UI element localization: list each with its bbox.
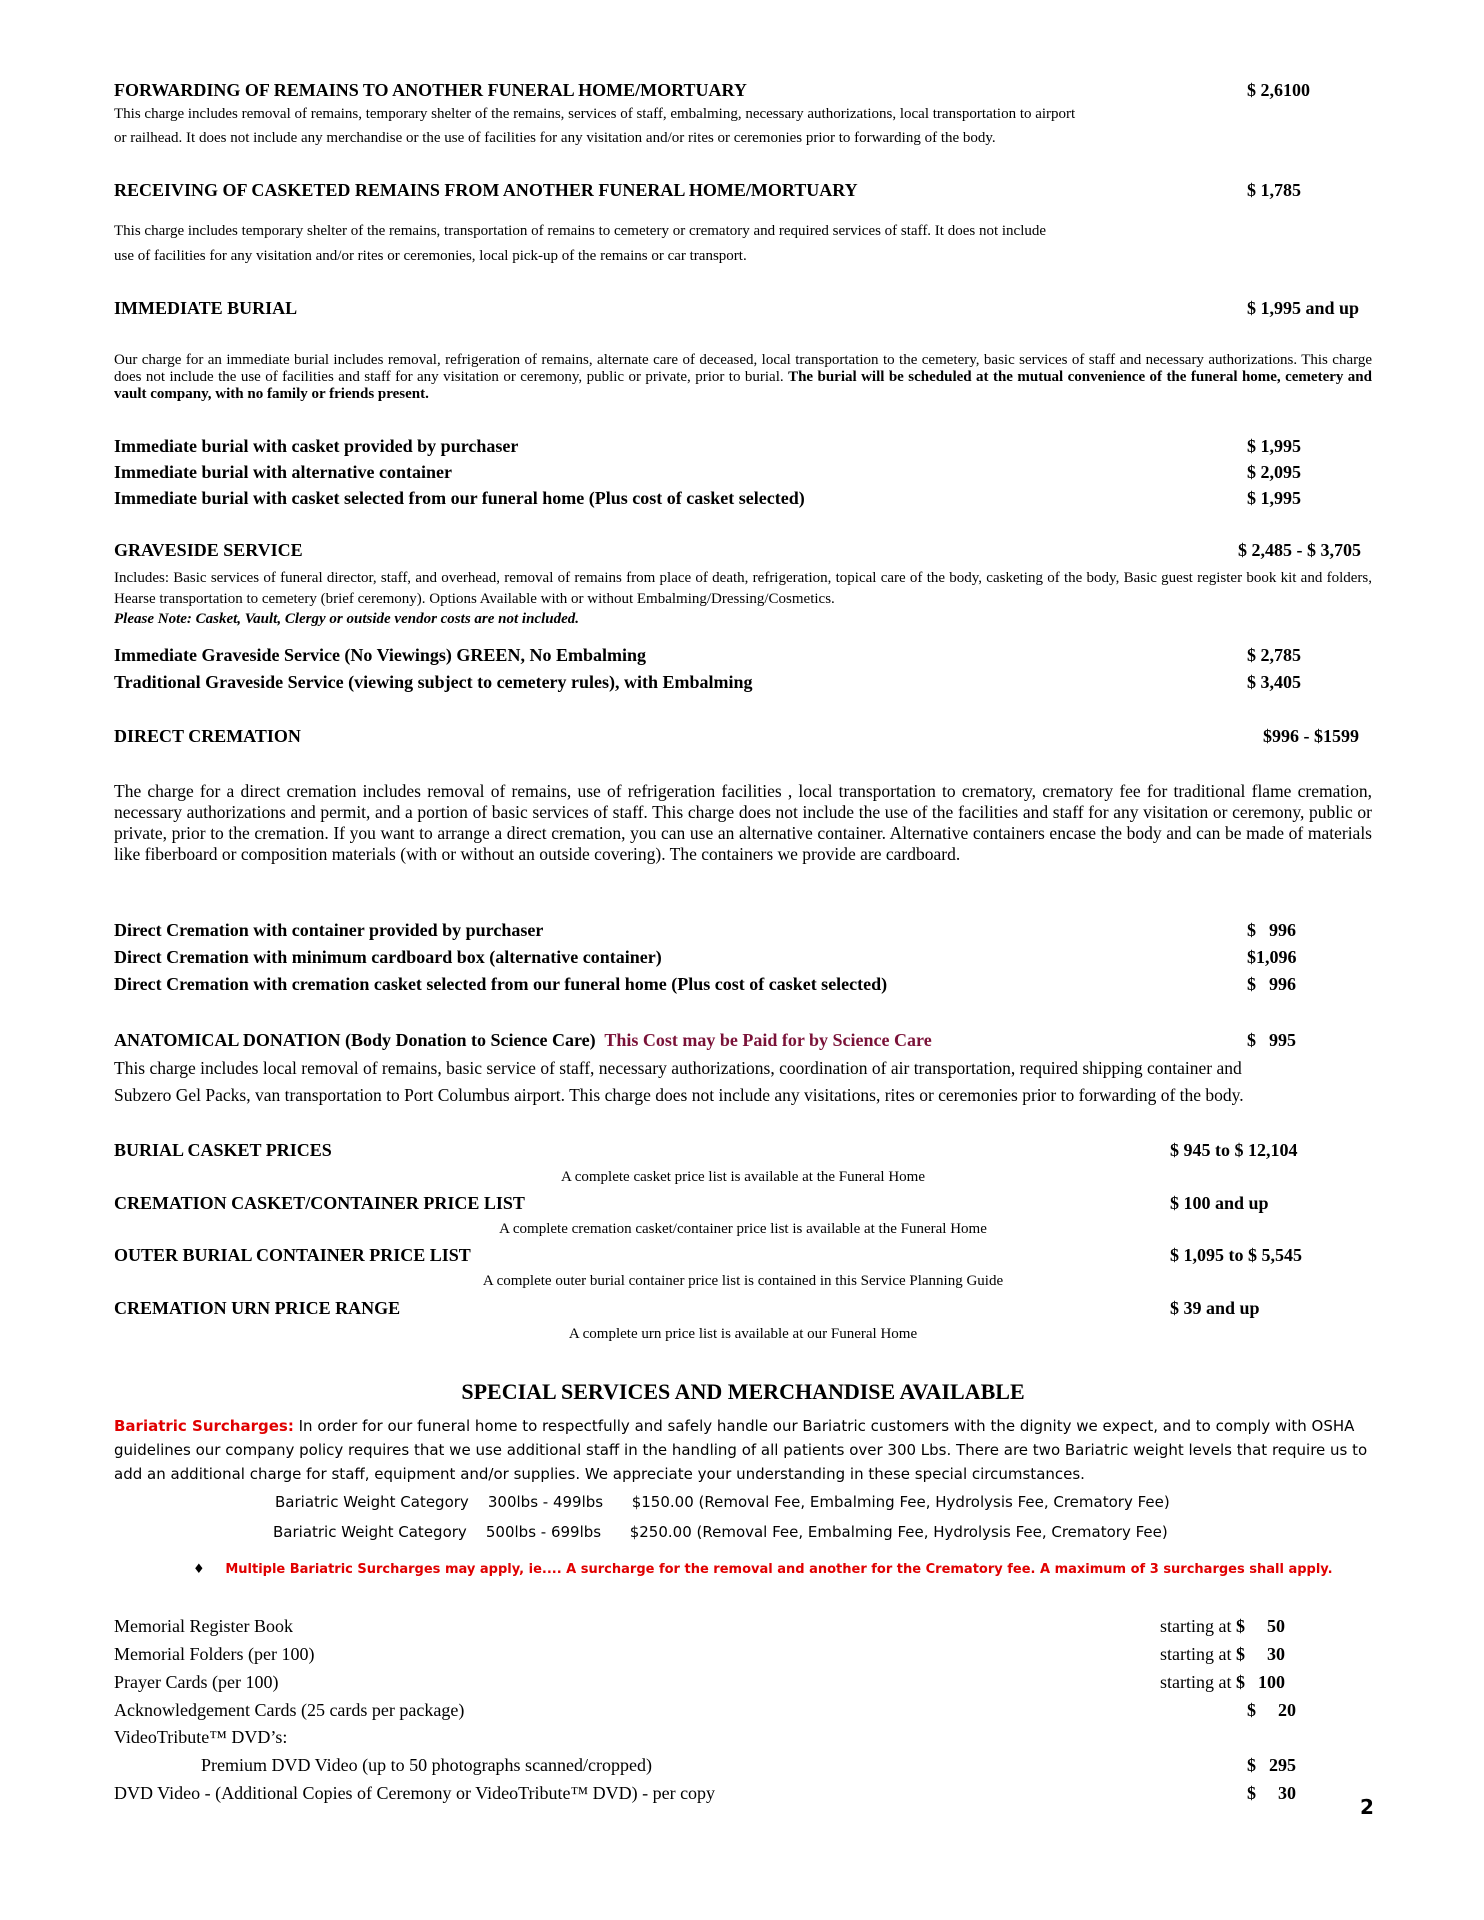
amount: 1,096 (1256, 947, 1297, 967)
merch-price (1160, 1644, 1285, 1665)
amount: 995 (1269, 1030, 1296, 1050)
anatomical-title (114, 1030, 932, 1051)
category-range: 300lbs - 499lbs (487, 1493, 604, 1511)
currency: $ (1247, 947, 1256, 967)
immediate-desc-text: Our charge for an immediate burial includes removal, refrigeration of remains, alternate care of deceased, local transportation to the cemetery, basic services of staff and necessary authorizations. This charge does not include the use of facilities and staff for any visitation or ceremony, public or private, prior to burial. (114, 352, 1372, 385)
amount: 996 (1269, 920, 1296, 940)
currency: $ (1247, 1030, 1256, 1050)
merch-price (1247, 1700, 1296, 1721)
price-prefix: starting at (1160, 1616, 1232, 1636)
anatomical-desc: This charge includes local removal of remains, basic service of staff, necessary authorizations, coordination of air transportation, required shipping container and (114, 1058, 1242, 1078)
bariatric-category (273, 1523, 1168, 1541)
bariatric-category (275, 1493, 1170, 1511)
immediate-item-label: Immediate burial with alternative container (114, 462, 452, 482)
merch-price (1160, 1616, 1285, 1637)
price-list-note: A complete outer burial container price list is contained in this Service Planning Guide (482, 1273, 1004, 1289)
merch-price (1247, 1783, 1296, 1804)
bariatric-text: In order for our funeral home to respectfully and safely handle our Bariatric customers with the dignity we expect, and to comply with OSHA guidelines our company policy requires that we use additional staff in the handling of all patients over 300 Lbs. There are two Bariatric weight levels that require us to add an additional charge for staff, equipment and/or supplies. We appreciate your understanding in these special circumstances. (114, 1417, 1368, 1483)
price-list-title: CREMATION CASKET/CONTAINER PRICE LIST (114, 1193, 525, 1213)
cremation-desc: The charge for a direct cremation includes removal of remains, use of refrigeration facilities , local transportation to crematory, crematory fee for traditional flame cremation, necessary authorizations and permit, and a portion of basic services of staff. This charge does not include the use of the facilities and staff for any visitation or ceremony, public or private, prior to the cremation. If you want to arrange a direct cremation, you can use an alternative container. Alternative containers encase the body and can be made of materials like fiberboard or composition materials (with or without an outside covering). The containers we provide are cardboard. (114, 781, 1372, 864)
currency: $ (1235, 1644, 1245, 1664)
special-title: SPECIAL SERVICES AND MERCHANDISE AVAILABLE (461, 1379, 1025, 1404)
immediate-title: IMMEDIATE BURIAL (114, 298, 298, 318)
currency: $ (1235, 1672, 1245, 1692)
currency: $ (1247, 920, 1256, 940)
forwarding-desc: or railhead. It does not include any merchandise or the use of facilities for any visitation and/or rites or ceremonies prior to forwarding of the body. (114, 130, 996, 146)
cremation-item-price (1247, 974, 1296, 995)
merch-label: Premium DVD Video (up to 50 photographs scanned/cropped) (201, 1755, 653, 1775)
graveside-item-price: $ 3,405 (1247, 672, 1301, 692)
currency: $ (1247, 1783, 1256, 1803)
immediate-item-label: Immediate burial with casket provided by purchaser (114, 436, 519, 456)
price-list-price: $ 1,095 to $ 5,545 (1170, 1245, 1302, 1265)
bariatric-bullet (193, 1562, 1333, 1577)
graveside-title: GRAVESIDE SERVICE (114, 540, 303, 560)
amount: 20 (1278, 1700, 1296, 1720)
cremation-item-label: Direct Cremation with container provided by purchaser (114, 920, 544, 940)
category-range: 500lbs - 699lbs (485, 1523, 602, 1541)
category-fee: $150.00 (Removal Fee, Embalming Fee, Hydrolysis Fee, Crematory Fee) (631, 1493, 1170, 1511)
anatomical-note: This Cost may be Paid for by Science Care (604, 1030, 932, 1050)
immediate-desc (114, 352, 1372, 403)
anatomical-price (1247, 1030, 1296, 1051)
page-number: 2 (1360, 1795, 1374, 1819)
price-list-note: A complete cremation casket/container price list is available at the Funeral Home (499, 1221, 987, 1237)
currency: $ (1235, 1616, 1245, 1636)
cremation-title: DIRECT CREMATION (114, 726, 301, 746)
category-label: Bariatric Weight Category (273, 1523, 467, 1541)
cremation-price: $996 - $1599 (1263, 726, 1359, 746)
graveside-price: $ 2,485 - $ 3,705 (1238, 540, 1361, 560)
bariatric-paragraph (114, 1414, 1372, 1486)
amount: 50 (1266, 1616, 1285, 1636)
category-fee: $250.00 (Removal Fee, Embalming Fee, Hydrolysis Fee, Crematory Fee) (629, 1523, 1168, 1541)
price-list-note: A complete casket price list is available at the Funeral Home (560, 1169, 926, 1185)
immediate-desc-bold: The burial will be scheduled at the mutual convenience of the funeral home, cemetery and vault company, with no family or friends present. (114, 369, 1372, 402)
receiving-title: RECEIVING OF CASKETED REMAINS FROM ANOTHER FUNERAL HOME/MORTUARY (114, 180, 858, 200)
price-list-title: CREMATION URN PRICE RANGE (114, 1298, 401, 1318)
amount: 100 (1257, 1672, 1285, 1692)
merch-label: DVD Video - (Additional Copies of Ceremony or VideoTribute™ DVD) - per copy (114, 1783, 716, 1803)
cremation-item-price (1247, 920, 1296, 941)
receiving-desc: This charge includes temporary shelter of the remains, transportation of remains to cemetery or crematory and required services of staff. It does not include (114, 223, 1047, 239)
graveside-desc: Includes: Basic services of funeral director, staff, and overhead, removal of remains from place of death, refrigeration, topical care of the body, casketing of the body, Basic guest register book kit and folders, Hearse transportation to cemetery (brief ceremony). Options Available with or without Embalming/Dressing/Cosmetics. (114, 570, 1372, 607)
immediate-item-price: $ 1,995 (1247, 436, 1301, 456)
immediate-item-price: $ 2,095 (1247, 462, 1301, 482)
merch-label: Acknowledgement Cards (25 cards per package) (114, 1700, 465, 1720)
price-list-title: BURIAL CASKET PRICES (114, 1140, 332, 1160)
price-prefix: starting at (1160, 1644, 1232, 1664)
price-list-title: OUTER BURIAL CONTAINER PRICE LIST (114, 1245, 471, 1265)
price-list-note: A complete urn price list is available at our Funeral Home (568, 1326, 918, 1342)
amount: 30 (1266, 1644, 1285, 1664)
merch-label: Prayer Cards (per 100) (114, 1672, 279, 1692)
currency: $ (1247, 974, 1256, 994)
merch-label: Memorial Register Book (114, 1616, 293, 1636)
bariatric-bullet-text: Multiple Bariatric Surcharges may apply, ie.... A surcharge for the removal and another for the Crematory fee. A maximum of 3 surcharges shall apply. (225, 1562, 1333, 1577)
merch-label: VideoTribute™ DVD’s: (114, 1727, 288, 1747)
forwarding-title: FORWARDING OF REMAINS TO ANOTHER FUNERAL HOME/MORTUARY (114, 80, 747, 100)
bariatric-label: Bariatric Surcharges: (114, 1417, 294, 1435)
diamond-bullet-icon: ♦ (193, 1562, 205, 1577)
forwarding-price: $ 2,6100 (1247, 80, 1310, 100)
forwarding-desc: This charge includes removal of remains, temporary shelter of the remains, services of staff, embalming, necessary authorizations, local transportation to airport (114, 106, 1076, 122)
anatomical-title-text: ANATOMICAL DONATION (Body Donation to Science Care) (114, 1030, 596, 1050)
category-label: Bariatric Weight Category (275, 1493, 469, 1511)
graveside-item-price: $ 2,785 (1247, 645, 1301, 665)
receiving-desc: use of facilities for any visitation and/or rites or ceremonies, local pick-up of the remains or car transport. (114, 248, 747, 264)
graveside-item-label: Immediate Graveside Service (No Viewings) GREEN, No Embalming (114, 645, 646, 665)
merch-price (1160, 1672, 1285, 1693)
amount: 996 (1269, 974, 1296, 994)
currency: $ (1247, 1755, 1256, 1775)
immediate-item-price: $ 1,995 (1247, 488, 1301, 508)
currency: $ (1247, 1700, 1256, 1720)
cremation-item-label: Direct Cremation with minimum cardboard box (alternative container) (114, 947, 662, 967)
cremation-item-price (1247, 947, 1296, 968)
merch-label: Memorial Folders (per 100) (114, 1644, 315, 1664)
immediate-item-label: Immediate burial with casket selected from our funeral home (Plus cost of casket selected) (114, 488, 805, 508)
merch-price (1247, 1755, 1296, 1776)
price-list-price: $ 39 and up (1170, 1298, 1260, 1318)
amount: 295 (1269, 1755, 1296, 1775)
cremation-item-label: Direct Cremation with cremation casket selected from our funeral home (Plus cost of casket selected) (114, 974, 888, 994)
anatomical-desc: Subzero Gel Packs, van transportation to Port Columbus airport. This charge does not include any visitations, rites or ceremonies prior to forwarding of the body. (114, 1085, 1244, 1105)
price-prefix: starting at (1160, 1672, 1232, 1692)
receiving-price: $ 1,785 (1247, 180, 1301, 200)
graveside-item-label: Traditional Graveside Service (viewing subject to cemetery rules), with Embalming (114, 672, 753, 692)
graveside-note: Please Note: Casket, Vault, Clergy or outside vendor costs are not included. (114, 611, 579, 627)
price-list-price: $ 945 to $ 12,104 (1170, 1140, 1298, 1160)
price-list-price: $ 100 and up (1170, 1193, 1269, 1213)
immediate-price: $ 1,995 and up (1247, 298, 1360, 318)
amount: 30 (1278, 1783, 1296, 1803)
